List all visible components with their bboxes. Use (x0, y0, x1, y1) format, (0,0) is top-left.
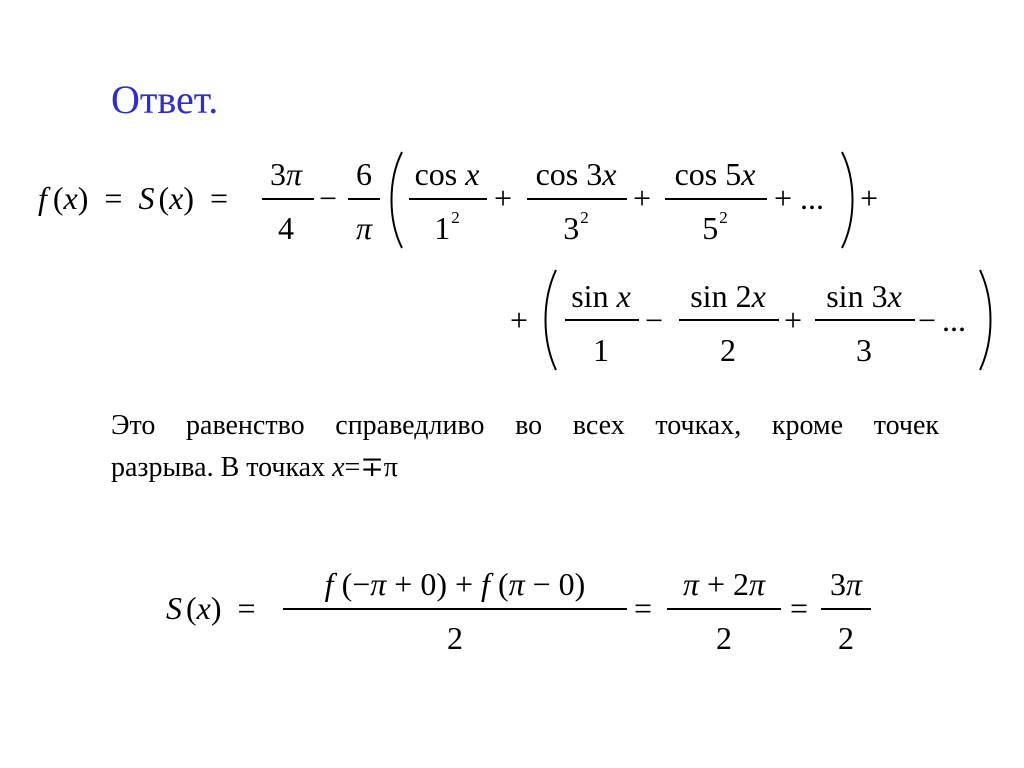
fraction-denominator: 2 (716, 620, 732, 656)
big-paren-right (976, 268, 998, 372)
ellipsis: ... (942, 302, 966, 338)
variable-x: x (196, 590, 211, 626)
fraction-bar (667, 608, 781, 610)
minus-sign: − (645, 302, 664, 338)
fraction-numerator: 3π (269, 156, 303, 192)
fraction-bar (348, 198, 380, 200)
fraction-denominator: π (355, 210, 373, 246)
function-s: S (166, 590, 182, 626)
big-paren-left (538, 268, 560, 372)
fraction-numerator: cos 5x (674, 156, 756, 192)
fraction-numerator: 6 (356, 156, 372, 192)
paragraph-line-1: Это равенство справедливо во всех точках, кроме точек (111, 410, 939, 441)
paren-open: ( (52, 180, 64, 216)
fraction-numerator: sin x (571, 278, 631, 314)
paren-close: ) (183, 180, 194, 216)
fraction-denominator: $3^2$ (563, 208, 589, 246)
fraction-numerator: cos 3x (535, 156, 617, 192)
fraction-denominator: $1^2$ (434, 208, 460, 246)
big-paren-right (838, 150, 860, 250)
fraction-denominator: 4 (278, 210, 294, 246)
variable-x: x (63, 180, 78, 216)
minus-sign: − (918, 302, 937, 338)
variable-x: x (169, 180, 184, 216)
function-s: S (138, 180, 155, 216)
equals-sign: = (104, 180, 123, 216)
fraction-bar (665, 198, 767, 200)
fraction-numerator: π + 2π (682, 566, 766, 602)
fraction-denominator: 1 (593, 332, 609, 368)
equals-sign: = (237, 590, 256, 626)
fraction-denominator: 2 (447, 620, 463, 656)
plus-sign: + (774, 180, 793, 216)
fraction-bar (565, 319, 639, 321)
fraction-numerator: sin 2x (690, 278, 766, 314)
ellipsis: ... (800, 180, 824, 216)
fraction-bar (527, 198, 627, 200)
paragraph-line-2: разрыва. В точках x=∓π (111, 452, 398, 483)
fraction-denominator: 3 (856, 332, 872, 368)
fraction-denominator: 2 (838, 620, 854, 656)
fraction-numerator: cos x (414, 156, 480, 192)
fraction-bar (409, 198, 487, 200)
function-f: f (38, 180, 47, 216)
equals-sign: = (634, 590, 653, 626)
equals-sign: = (209, 180, 229, 216)
equals-sign: = (790, 590, 809, 626)
paren-open: ( (158, 180, 170, 216)
minus-sign: − (319, 180, 338, 216)
fraction-bar (821, 608, 871, 610)
paren-close: ) (77, 180, 89, 216)
fraction-bar (283, 608, 627, 610)
plus-sign: + (784, 302, 803, 338)
fraction-numerator: f (−π + 0) + f (π − 0) (324, 566, 586, 602)
fraction-bar (679, 319, 779, 321)
big-paren-left (384, 150, 406, 250)
plus-sign: + (633, 180, 652, 216)
formula2-lhs: S (x) = (166, 590, 256, 626)
answer-heading: Ответ. (111, 77, 219, 122)
fraction-numerator: 3π (829, 566, 863, 602)
fraction-numerator: sin 3x (826, 278, 902, 314)
formula-lhs (38, 180, 228, 216)
plus-sign: + (860, 180, 879, 216)
plus-sign: + (510, 302, 529, 338)
fraction-denominator: 2 (720, 332, 736, 368)
plus-sign: + (494, 180, 513, 216)
fraction-denominator: $5^2$ (702, 208, 728, 246)
fraction-bar (815, 319, 915, 321)
fraction-bar (262, 198, 314, 200)
